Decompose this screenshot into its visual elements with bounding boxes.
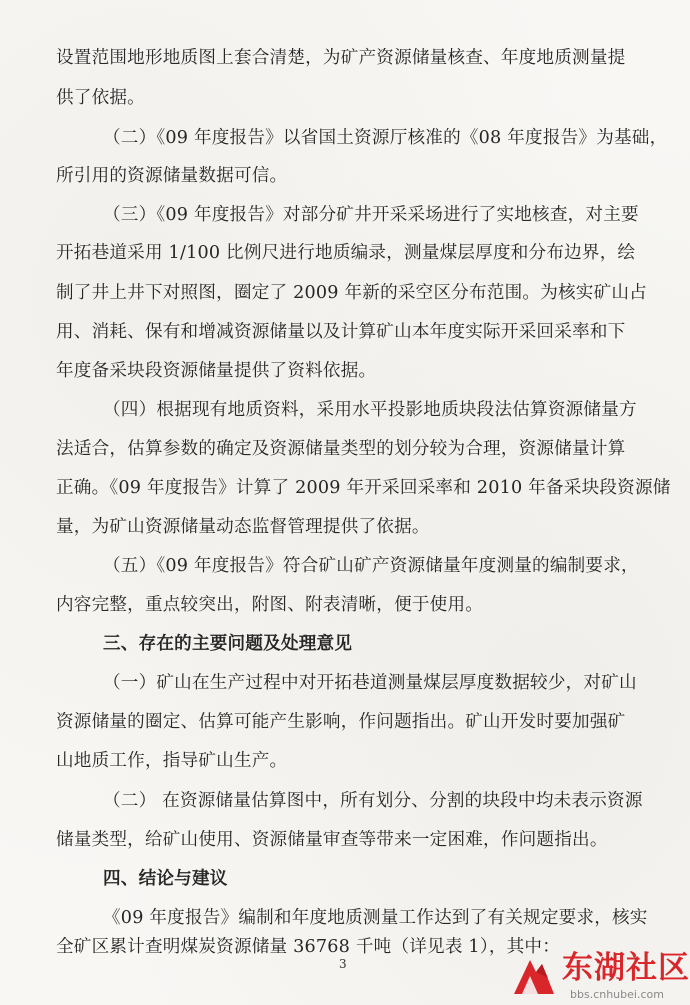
text-line-11: 法适合，估算参数的确定及资源储量类型的划分较为合理，资源储量计算 [56,439,626,459]
text-line-21: 储量类型，给矿山使用、资源储量审查等带来一定困难，作问题指出。 [56,830,608,850]
text-line-14: （五）《09 年度报告》符合矿山矿产资源储量年度测量的编制要求， [103,556,639,576]
page-number: 3 [339,957,347,971]
text-line-9: 年度备采块段资源储量提供了资料依据。 [56,361,377,381]
text-line-3: （二）《09 年度报告》以省国土资源厅核准的《08 年度报告》为基础， [103,128,668,148]
section-heading-4: 四、结论与建议 [103,869,228,889]
text-line-24: 全矿区累计查明煤炭资源储量 36768 千吨（详见表 1），其中： [56,937,560,957]
text-line-5: （三）《09 年度报告》对部分矿井开采采场进行了实地核查，对主要 [103,205,639,225]
watermark-text: 东湖社区 [562,950,690,986]
section-heading-3: 三、存在的主要问题及处理意见 [103,634,353,654]
text-line-12: 正确。《09 年度报告》计算了 2009 年开采回采率和 2010 年备采块段资源储 [56,478,671,498]
text-line-20: （二） 在资源储量估算图中，所有划分、分割的块段中均未表示资源 [103,791,643,811]
text-line-1: 设置范围地形地质图上套合清楚，为矿产资源储量核查、年度地质测量提 [56,48,626,68]
text-line-10: （四）根据现有地质资料，采用水平投影地质块段法估算资源储量方 [103,400,637,420]
text-line-17: （一）矿山在生产过程中对开拓巷道测量煤层厚度数据较少，对矿山 [103,673,637,693]
text-line-13: 量，为矿山资源储量动态监督管理提供了依据。 [56,517,430,537]
text-line-18: 资源储量的圈定、估算可能产生影响，作问题指出。矿山开发时要加强矿 [56,712,626,732]
text-line-4: 所引用的资源储量数据可信。 [56,166,288,186]
watermark-url: bbs.cnhubei.com [570,988,664,1001]
text-line-19: 山地质工作，指导矿山生产。 [56,751,288,771]
text-line-6: 开拓巷道采用 1/100 比例尺进行地质编录，测量煤层厚度和分布边界，绘 [56,243,636,263]
text-line-2: 供了依据。 [56,88,145,108]
text-line-7: 制了井上井下对照图，圈定了 2009 年新的采空区分布范围。为核实矿山占 [56,283,647,303]
text-line-23: 《09 年度报告》编制和年度地质测量工作达到了有关规定要求，核实 [103,908,648,928]
watermark-logo-icon [512,952,556,998]
watermark [510,948,690,1005]
text-line-15: 内容完整，重点较突出，附图、附表清晰，便于使用。 [56,595,484,615]
text-line-8: 用、消耗、保有和增减资源储量以及计算矿山本年度实际开采回采率和下 [56,322,626,342]
